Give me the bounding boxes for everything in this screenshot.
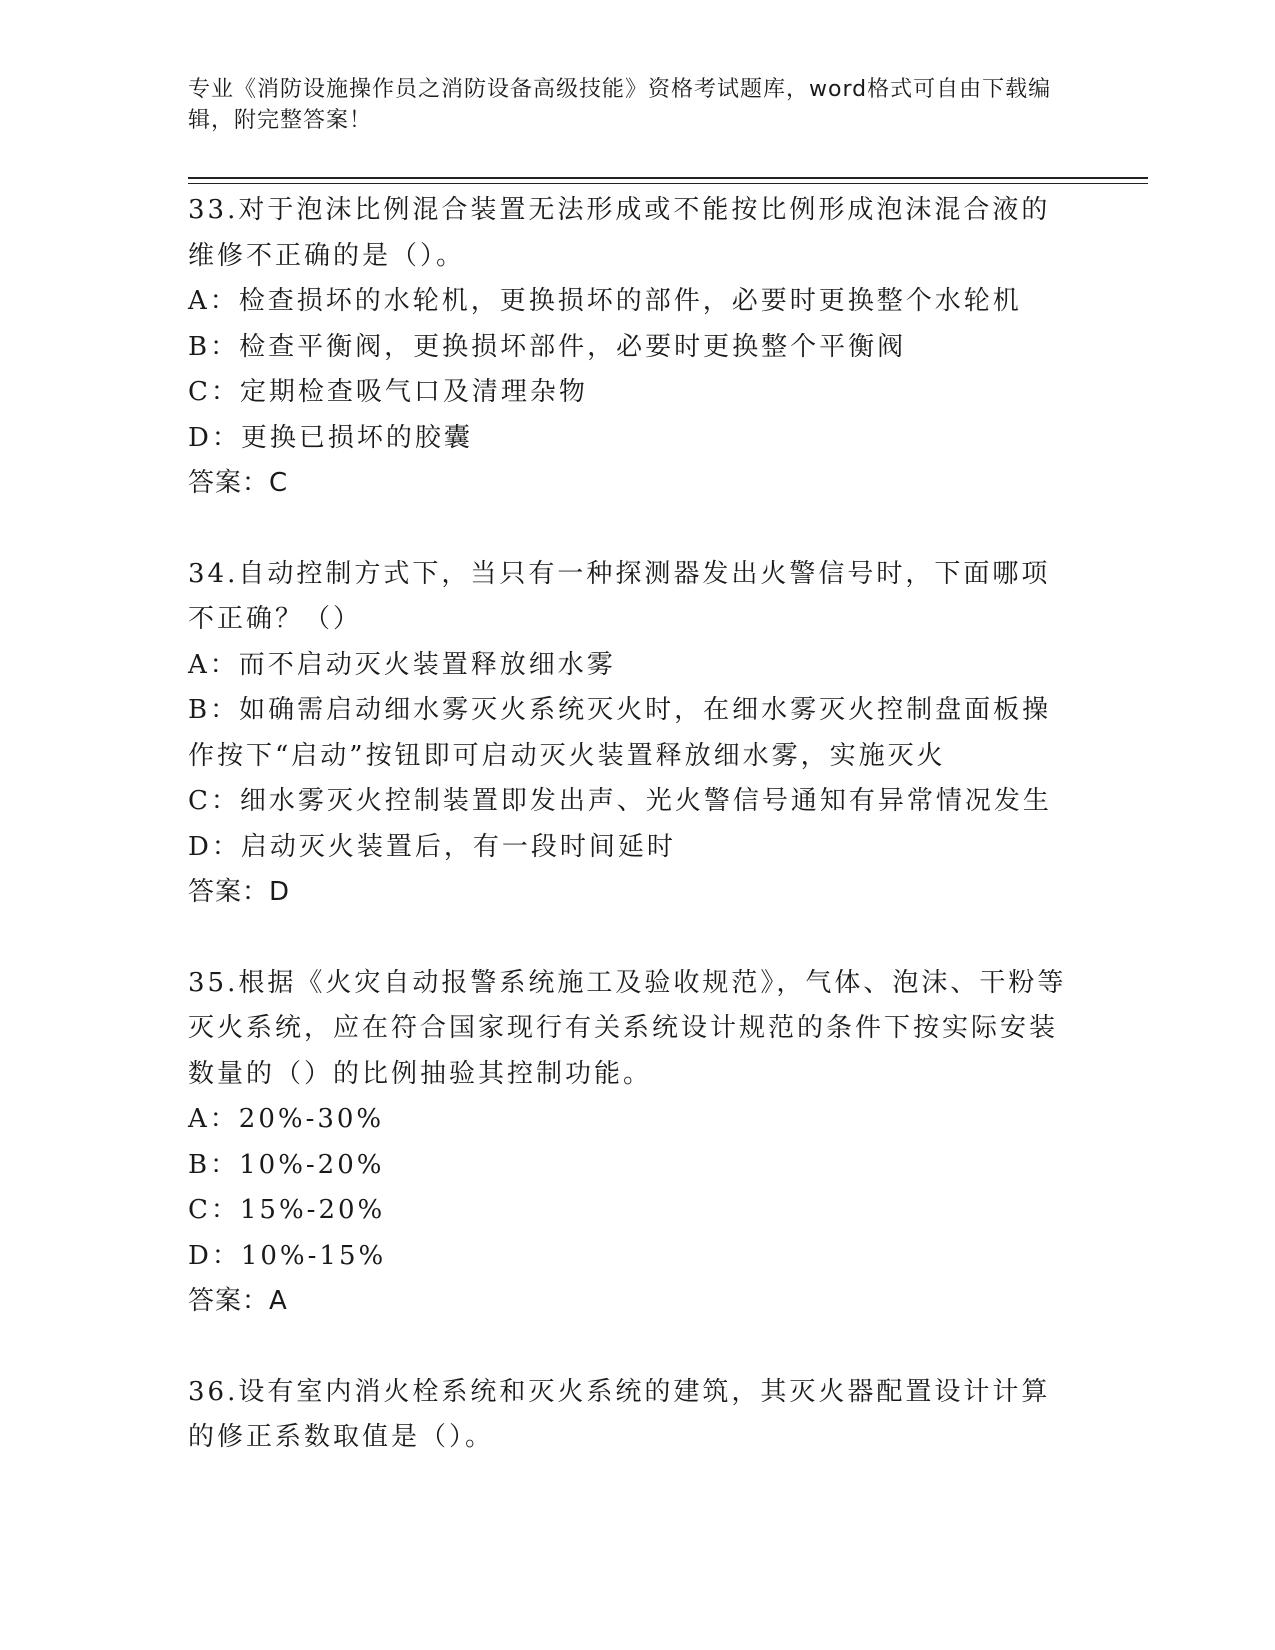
- question-block: [188, 188, 1078, 507]
- answer-option: B：检查平衡阀，更换损坏部件，必要时更换整个平衡阀: [188, 331, 907, 362]
- answer-option: A：20%-30%: [188, 1104, 385, 1134]
- question-stem: 36.设有室内消火栓系统和灭火系统的建筑，其灭火器配置设计计算的修正系数取值是（）。: [188, 1376, 1051, 1452]
- answer-option: A：而不启动灭火装置释放细水雾: [188, 649, 616, 680]
- answer-option: D：更换已损坏的胶囊: [188, 422, 473, 453]
- answer-option: C：定期检查吸气口及清理杂物: [188, 377, 588, 407]
- answer-option: B：10%-20%: [188, 1149, 385, 1180]
- header-divider-thin: [188, 183, 1148, 184]
- question-block: [188, 961, 1078, 1325]
- question-block: [188, 1370, 1078, 1461]
- question-list: [188, 188, 1078, 1506]
- answer-option: C：细水雾灭火控制装置即发出声、光火警信号通知有异常情况发生: [188, 786, 1052, 816]
- question-stem: 34.自动控制方式下，当只有一种探测器发出火警信号时，下面哪项不正确？（）: [188, 558, 1051, 634]
- answer-option: B：如确需启动细水雾灭火系统灭火时，在细水雾灭火控制盘面板操作按下“启动”按钮即可启动灭火装置释放细水雾，实施灭火: [188, 695, 1052, 771]
- header-divider-thick: [188, 177, 1148, 179]
- page-header: 专业《消防设施操作员之消防设备高级技能》资格考试题库，word格式可自由下载编辑，附完整答案！: [188, 77, 1052, 133]
- answer-key: 答案：A: [188, 1286, 288, 1316]
- answer-key: 答案：C: [188, 468, 289, 498]
- answer-option: D：10%-15%: [188, 1240, 387, 1271]
- answer-option: D：启动灭火装置后，有一段时间延时: [188, 831, 676, 862]
- answer-option: C：15%-20%: [188, 1195, 386, 1225]
- answer-key: 答案：D: [188, 877, 291, 907]
- question-stem: 35.根据《火灾自动报警系统施工及验收规范》，气体、泡沫、干粉等灭火系统，应在符合国家现行有关系统设计规范的条件下按实际安装数量的（）的比例抽验其控制功能。: [188, 967, 1067, 1089]
- question-stem: 33.对于泡沫比例混合装置无法形成或不能按比例形成泡沫混合液的维修不正确的是（）。: [188, 195, 1051, 271]
- question-block: [188, 552, 1078, 916]
- answer-option: A：检查损坏的水轮机，更换损坏的部件，必要时更换整个水轮机: [188, 286, 1022, 316]
